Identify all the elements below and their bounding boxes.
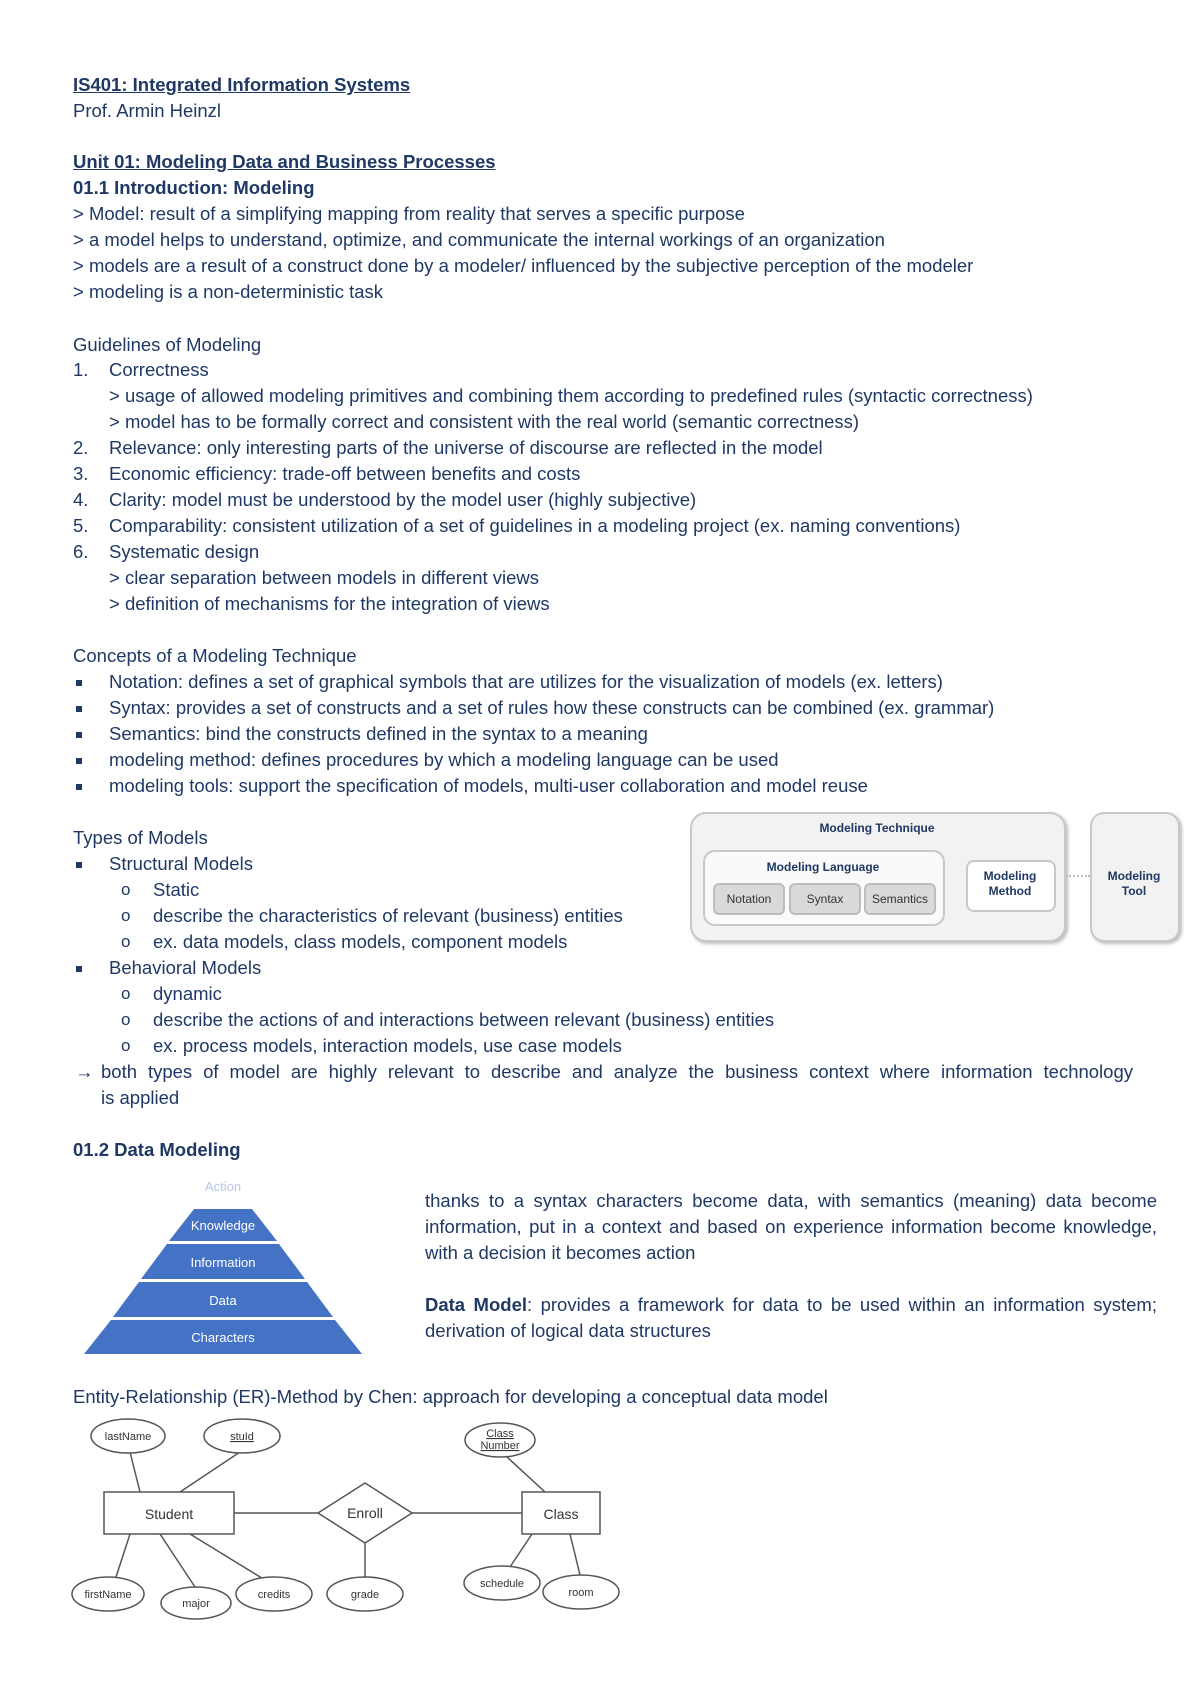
intro-line: > models are a result of a construct done by a modeler/ influenced by the subjective perception of the modeler <box>73 255 974 276</box>
conclusion-line: is applied <box>101 1087 180 1108</box>
syntax-box: Syntax <box>789 883 861 915</box>
pyramid-label: Knowledge <box>190 1218 256 1233</box>
guideline-text: Economic efficiency: trade-off between benefits and costs <box>109 463 581 484</box>
attribute-label: stuId <box>230 1431 254 1443</box>
course-title: IS401: Integrated Information Systems <box>73 74 411 95</box>
attribute-label: room <box>568 1587 594 1599</box>
enroll-label: Enroll <box>347 1505 383 1521</box>
attribute-label: firstName <box>84 1589 132 1601</box>
structural-sub-item: ex. data models, class models, component models <box>153 931 568 952</box>
sub-bullet: o <box>121 880 131 899</box>
guidelines-title: Guidelines of Modeling <box>73 334 262 355</box>
pyramid-label: Characters <box>191 1330 255 1345</box>
sub-bullet: o <box>121 984 131 1003</box>
pyramid-label: Data <box>209 1293 237 1308</box>
er-connector <box>190 1534 265 1580</box>
er-connector <box>116 1534 130 1577</box>
bullet-square-icon <box>76 706 82 712</box>
section-title-intro: 01.1 Introduction: Modeling <box>73 177 315 198</box>
er-connector <box>570 1534 580 1575</box>
class-label: Class <box>543 1506 579 1522</box>
intro-line: > modeling is a non-deterministic task <box>73 281 384 302</box>
sub-bullet: o <box>121 1010 131 1029</box>
guideline-number: 5. <box>73 515 89 536</box>
sub-bullet: o <box>121 932 131 951</box>
concept-item: modeling tools: support the specification of models, multi-user collaboration and model reuse <box>109 775 868 796</box>
behavioral-sub-item: describe the actions of and interactions between relevant (business) entities <box>153 1009 775 1030</box>
guideline-number: 1. <box>73 359 89 380</box>
bullet-square-icon <box>76 784 82 790</box>
guideline-number: 3. <box>73 463 89 484</box>
bullet-square-icon <box>76 732 82 738</box>
sub-bullet: o <box>121 906 131 925</box>
notation-box: Notation <box>713 883 785 915</box>
concept-item: modeling method: defines procedures by which a modeling language can be used <box>109 749 779 770</box>
modeling-method-label: Modeling Method <box>983 869 1037 898</box>
attribute-label: credits <box>257 1589 291 1601</box>
pyramid-label: Action <box>204 1179 242 1194</box>
structural-sub-item: describe the characteristics of relevant (business) entities <box>153 905 623 926</box>
er-connector <box>130 1452 140 1492</box>
guideline-text: Comparability: consistent utilization of a set of guidelines in a modeling project (ex. naming conventions) <box>109 515 961 536</box>
arrow-right-icon: → <box>75 1061 94 1082</box>
data-model-text: : provides a framework for data to be used within an information system; derivation of logical data structures <box>425 1294 1157 1341</box>
guideline-number: 6. <box>73 541 89 562</box>
bullet-square-icon <box>76 862 82 868</box>
structural-models: Structural Models <box>109 853 253 874</box>
data-model-definition <box>425 1292 1157 1344</box>
attribute-label: grade <box>350 1589 380 1601</box>
types-title: Types of Models <box>73 827 208 848</box>
attribute-label: major <box>182 1598 210 1610</box>
guideline-text: Systematic design <box>109 541 260 562</box>
structural-sub-item: Static <box>153 879 200 900</box>
guideline-text: > clear separation between models in different views <box>109 567 540 588</box>
attribute-label: Number <box>480 1440 520 1452</box>
professor-name: Prof. Armin Heinzl <box>73 100 222 121</box>
section-title-data-modeling: 01.2 Data Modeling <box>73 1139 241 1160</box>
guideline-number: 4. <box>73 489 89 510</box>
modeling-language-label: Modeling Language <box>766 860 880 874</box>
guideline-number: 2. <box>73 437 89 458</box>
guideline-text: Correctness <box>109 359 209 380</box>
modeling-technique-label: Modeling Technique <box>819 821 935 835</box>
bullet-square-icon <box>76 758 82 764</box>
behavioral-sub-item: ex. process models, interaction models, use case models <box>153 1035 622 1056</box>
intro-line: > Model: result of a simplifying mapping from reality that serves a specific purpose <box>73 203 745 224</box>
data-model-term: Data Model <box>425 1294 527 1315</box>
attribute-label: Class <box>486 1428 514 1440</box>
student-label: Student <box>144 1506 194 1522</box>
pyramid-description: thanks to a syntax characters become data, with semantics (meaning) data become information, put in a context and based on experience information become knowledge, with a decision it becomes action <box>425 1190 1157 1263</box>
intro-line: > a model helps to understand, optimize, and communicate the internal workings of an organization <box>73 229 885 250</box>
guideline-text: > definition of mechanisms for the integration of views <box>109 593 550 614</box>
guideline-text: > usage of allowed modeling primitives and combining them according to predefined rules (syntactic correctness) <box>109 385 1033 406</box>
er-connector <box>180 1452 240 1492</box>
guideline-text: Relevance: only interesting parts of the universe of discourse are reflected in the model <box>109 437 823 458</box>
er-method-title: Entity-Relationship (ER)-Method by Chen: approach for developing a conceptual data model <box>73 1386 828 1407</box>
attribute-label: schedule <box>479 1578 525 1590</box>
bullet-square-icon <box>76 680 82 686</box>
concept-item: Semantics: bind the constructs defined in the syntax to a meaning <box>109 723 648 744</box>
behavioral-models: Behavioral Models <box>109 957 262 978</box>
behavioral-sub-item: dynamic <box>153 983 222 1004</box>
sub-bullet: o <box>121 1036 131 1055</box>
concepts-title: Concepts of a Modeling Technique <box>73 645 357 666</box>
er-diagram <box>70 1410 640 1622</box>
concept-item: Syntax: provides a set of constructs and a set of rules how these constructs can be combined (ex. grammar) <box>109 697 995 718</box>
pyramid-label: Information <box>190 1255 256 1270</box>
er-connector <box>510 1534 532 1567</box>
guideline-text: > model has to be formally correct and consistent with the real world (semantic correctness) <box>109 411 860 432</box>
connector-line <box>1066 875 1090 877</box>
bullet-square-icon <box>76 966 82 972</box>
guideline-text: Clarity: model must be understood by the model user (highly subjective) <box>109 489 697 510</box>
unit-title: Unit 01: Modeling Data and Business Processes <box>73 151 496 172</box>
er-connector <box>160 1534 195 1587</box>
conclusion-line: both types of model are highly relevant to describe and analyze the business context where information technology <box>101 1061 1133 1082</box>
modeling-tool-label: Modeling Tool <box>1107 869 1161 898</box>
er-connector <box>507 1457 545 1492</box>
attribute-label: lastName <box>104 1431 152 1443</box>
semantics-box: Semantics <box>864 883 936 915</box>
concept-item: Notation: defines a set of graphical symbols that are utilizes for the visualization of models (ex. letters) <box>109 671 943 692</box>
knowledge-pyramid <box>76 1168 370 1356</box>
